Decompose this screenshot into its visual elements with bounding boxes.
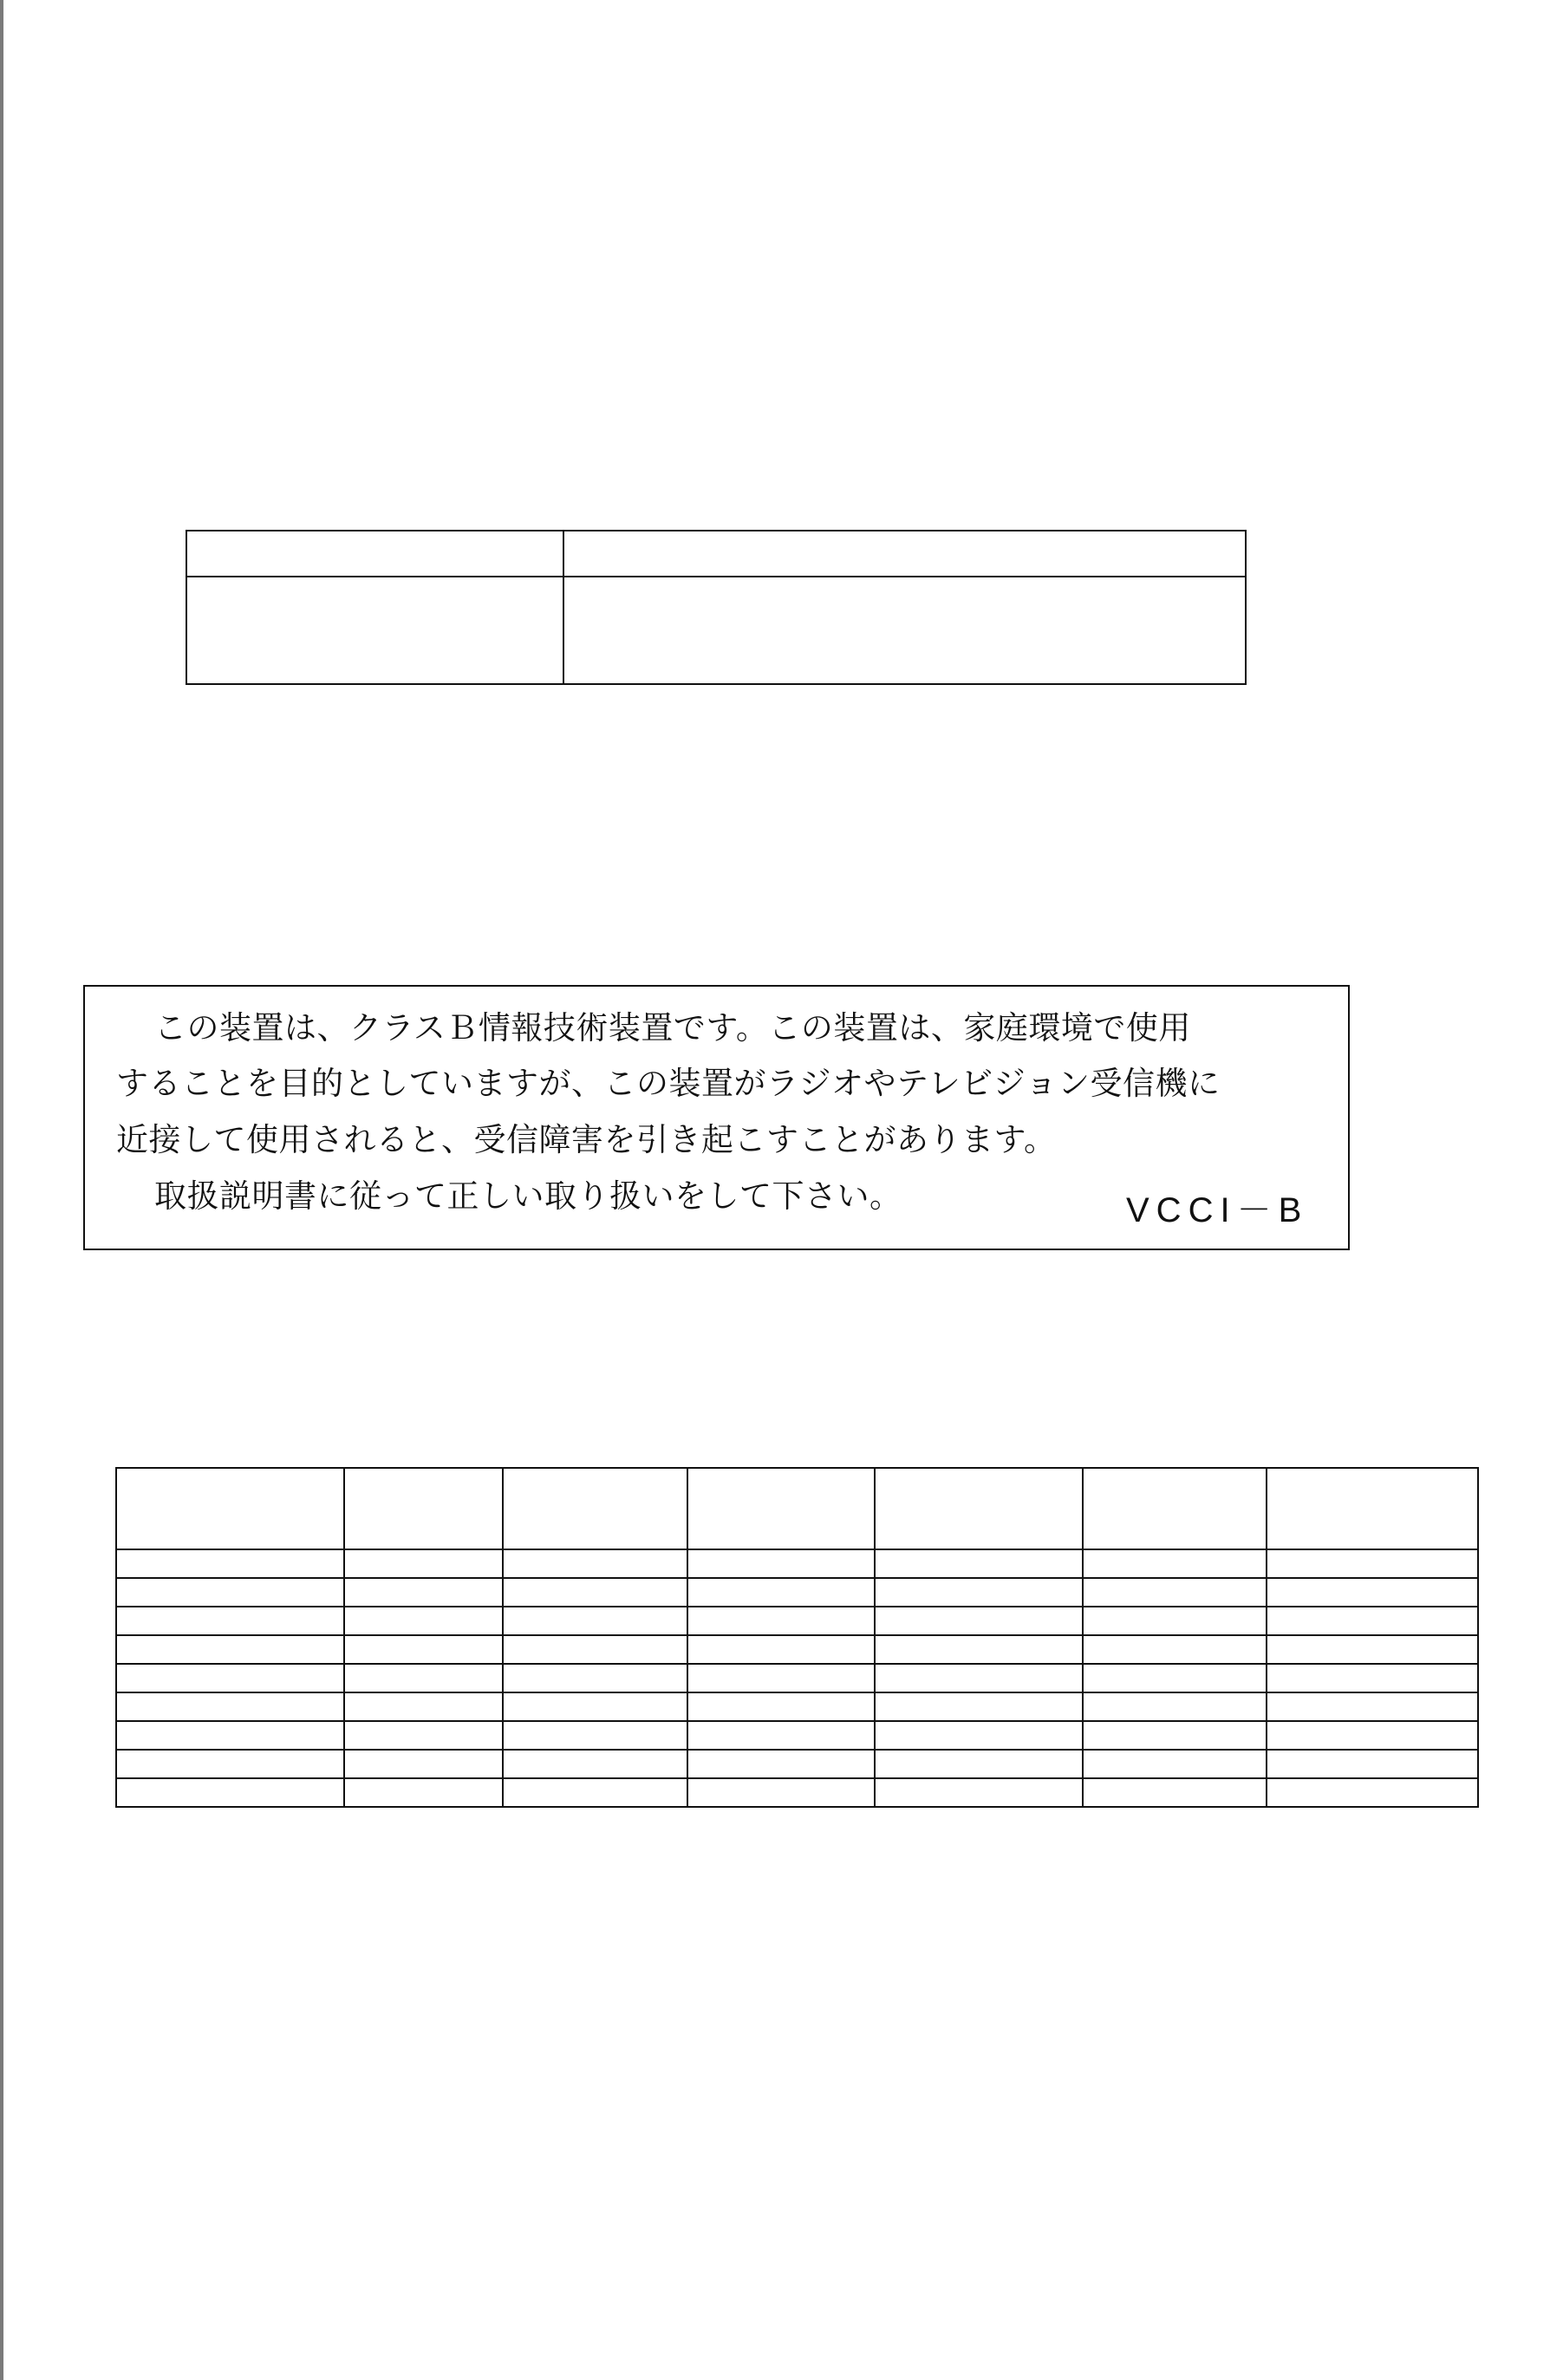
table-header-row — [116, 1468, 1478, 1549]
table-cell — [1267, 1468, 1478, 1549]
table-cell — [875, 1578, 1083, 1607]
table-cell — [875, 1664, 1083, 1692]
table-cell — [687, 1607, 875, 1635]
blank-table-top — [186, 530, 1247, 685]
table-cell — [687, 1721, 875, 1750]
table-cell — [344, 1778, 503, 1807]
table-cell — [1267, 1692, 1478, 1721]
table-cell — [344, 1607, 503, 1635]
table-cell — [344, 1468, 503, 1549]
table-cell — [875, 1607, 1083, 1635]
table-cell — [687, 1692, 875, 1721]
table-cell — [875, 1778, 1083, 1807]
page-left-edge — [0, 0, 3, 2380]
table-cell — [1083, 1468, 1267, 1549]
table-cell — [1083, 1664, 1267, 1692]
table-cell — [116, 1468, 344, 1549]
table-cell — [116, 1635, 344, 1664]
table-row — [116, 1549, 1478, 1578]
table-cell — [344, 1692, 503, 1721]
table-row — [116, 1750, 1478, 1778]
table-cell — [1267, 1664, 1478, 1692]
table-cell — [687, 1635, 875, 1664]
table-cell — [344, 1750, 503, 1778]
table-cell — [116, 1549, 344, 1578]
table-cell — [1083, 1635, 1267, 1664]
table-cell — [503, 1692, 687, 1721]
table-cell — [116, 1778, 344, 1807]
table-cell — [687, 1468, 875, 1549]
table-cell — [875, 1721, 1083, 1750]
table-row — [116, 1578, 1478, 1607]
vcci-code: VCCI－B — [1126, 1191, 1309, 1229]
table-cell — [503, 1635, 687, 1664]
table-cell — [1267, 1607, 1478, 1635]
table-cell — [687, 1664, 875, 1692]
table-cell — [1083, 1549, 1267, 1578]
table-cell — [1083, 1778, 1267, 1807]
table-cell — [563, 531, 1246, 577]
table-row — [116, 1692, 1478, 1721]
table-cell — [875, 1635, 1083, 1664]
table-cell — [1083, 1692, 1267, 1721]
table-cell — [116, 1750, 344, 1778]
table-cell — [344, 1549, 503, 1578]
table-cell — [344, 1635, 503, 1664]
table-row — [116, 1778, 1478, 1807]
table-cell — [687, 1549, 875, 1578]
table-cell — [1267, 1635, 1478, 1664]
notice-line-2: することを目的としていますが、この装置がラジオやテレビジョン受信機に — [116, 1065, 1221, 1102]
table-cell — [1267, 1778, 1478, 1807]
table-cell — [875, 1468, 1083, 1549]
table-cell — [687, 1778, 875, 1807]
table-cell — [1267, 1750, 1478, 1778]
notice-line-4: 取扱説明書に従って正しい取り扱いをして下さい。 — [154, 1177, 902, 1215]
notice-line-3: 近接して使用されると、受信障害を引き起こすことがあります。 — [116, 1121, 1057, 1158]
table-cell — [344, 1721, 503, 1750]
table-row — [116, 1607, 1478, 1635]
table-cell — [875, 1549, 1083, 1578]
table-cell — [503, 1549, 687, 1578]
table-cell — [116, 1607, 344, 1635]
table-cell — [116, 1578, 344, 1607]
table-cell — [1267, 1549, 1478, 1578]
vcci-notice-box — [83, 985, 1350, 1250]
table-cell — [116, 1721, 344, 1750]
table-cell — [1267, 1721, 1478, 1750]
table-cell — [186, 577, 563, 684]
table-cell — [503, 1778, 687, 1807]
table-cell — [503, 1578, 687, 1607]
table-cell — [687, 1578, 875, 1607]
table-cell — [563, 577, 1246, 684]
table-cell — [186, 531, 563, 577]
table-row — [116, 1635, 1478, 1664]
table-cell — [116, 1664, 344, 1692]
table-row — [186, 531, 1246, 577]
table-cell — [1083, 1721, 1267, 1750]
table-cell — [1083, 1607, 1267, 1635]
table-cell — [1083, 1750, 1267, 1778]
table-row — [116, 1664, 1478, 1692]
table-cell — [687, 1750, 875, 1778]
table-cell — [344, 1578, 503, 1607]
table-cell — [1083, 1578, 1267, 1607]
table-row — [186, 577, 1246, 684]
table-row — [116, 1721, 1478, 1750]
table-cell — [875, 1692, 1083, 1721]
table-cell — [116, 1692, 344, 1721]
table-cell — [503, 1468, 687, 1549]
table-cell — [503, 1750, 687, 1778]
table-cell — [503, 1664, 687, 1692]
table-cell — [1267, 1578, 1478, 1607]
table-cell — [503, 1607, 687, 1635]
table-cell — [344, 1664, 503, 1692]
notice-line-1: この装置は、クラスＢ情報技術装置です。この装置は、家庭環境で使用 — [154, 1009, 1191, 1047]
table-cell — [503, 1721, 687, 1750]
blank-table-bottom — [115, 1467, 1479, 1808]
table-cell — [875, 1750, 1083, 1778]
